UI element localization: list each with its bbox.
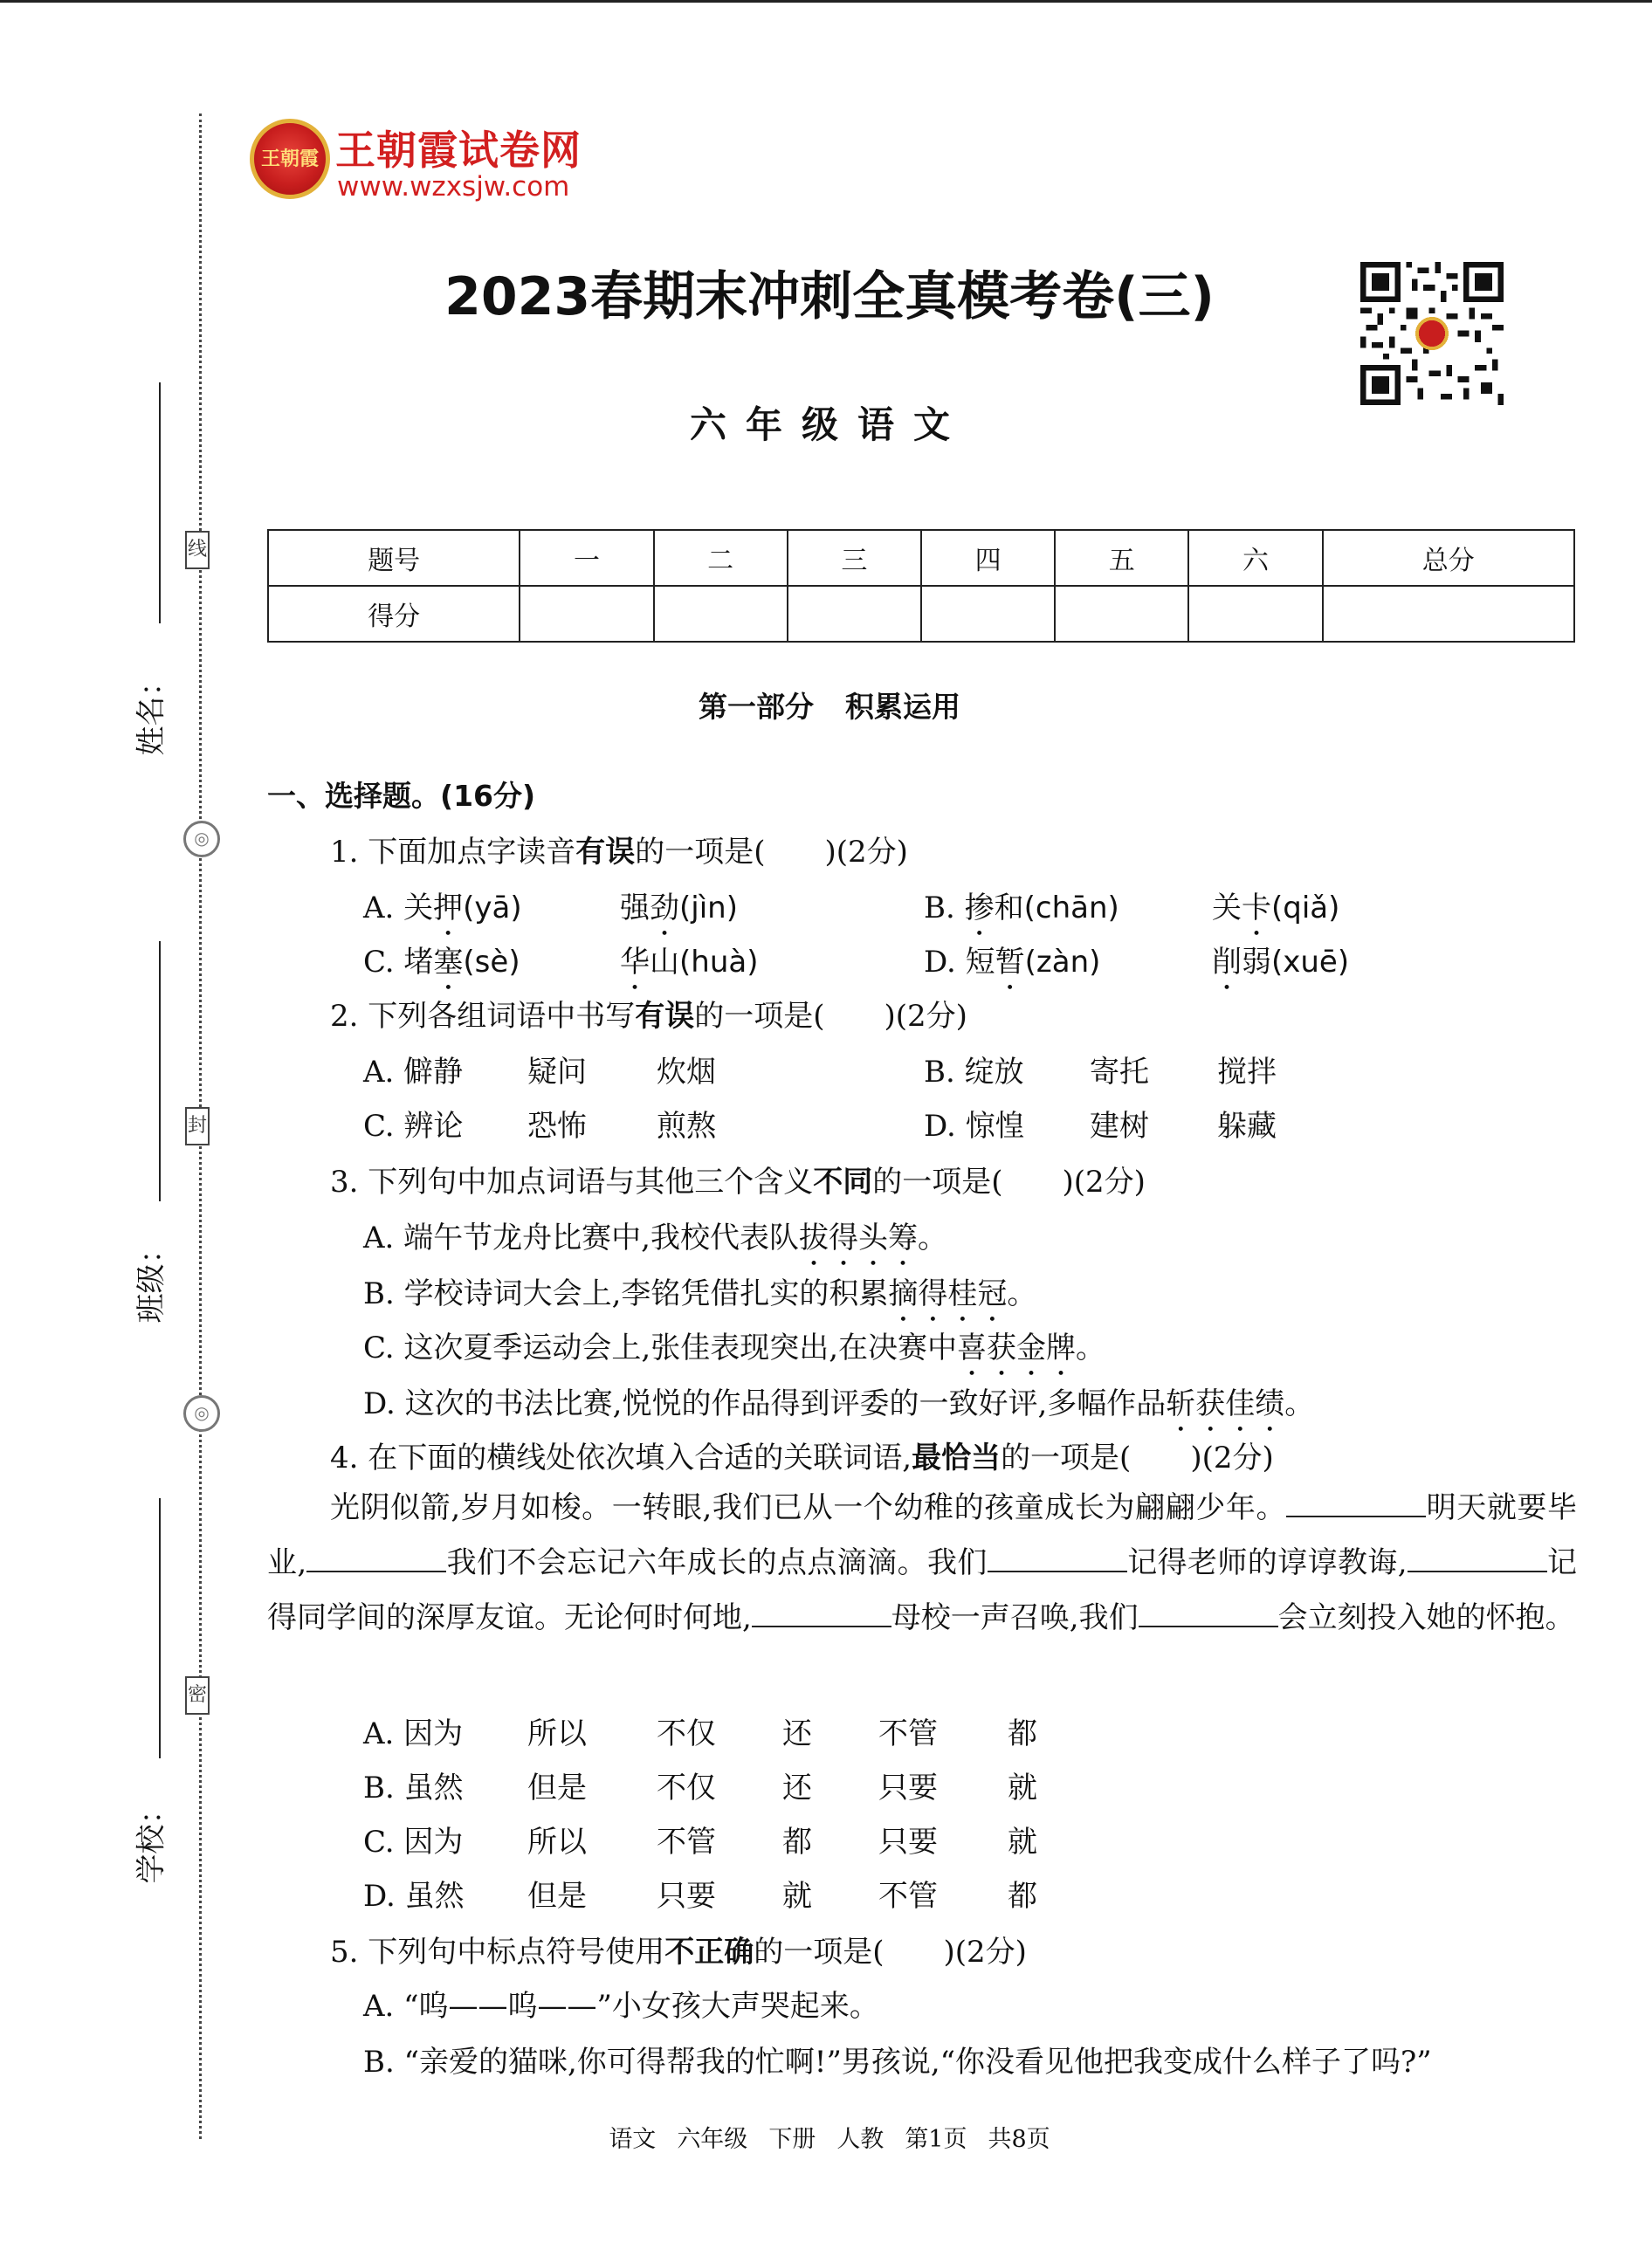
q4-stem-pre: 4. 在下面的横线处依次填入合适的关联词语, — [330, 1441, 912, 1475]
q3-option-c[interactable]: C. 这次夏季运动会上,张佳表现突出,在决赛中喜获金牌。 — [363, 1331, 1106, 1365]
class-label: 班级： — [134, 1234, 169, 1324]
q1-emphasis: 有误 — [575, 835, 636, 870]
score-cell[interactable] — [921, 586, 1055, 642]
q1-option-c2[interactable]: 华山(huà) — [620, 945, 759, 980]
q3-stem-post: 的一项是( )(2分) — [872, 1165, 1146, 1200]
q4-word: 不管 — [878, 1879, 938, 1914]
table-header-cell: 二 — [654, 530, 788, 586]
q2-stem-pre: 2. 下列各组词语中书写 — [330, 999, 636, 1034]
q2-option-c[interactable]: C. 辨论 — [363, 1109, 464, 1144]
section-title: 一、选择题。(16分) — [267, 779, 536, 813]
score-cell[interactable] — [520, 586, 653, 642]
q5-option-a[interactable]: A. “呜——呜——”小女孩大声哭起来。 — [363, 1989, 879, 2024]
logo-name: 王朝霞试卷网 — [335, 127, 582, 174]
fill-blank[interactable] — [1286, 1489, 1426, 1517]
swirl-icon: ◎ — [183, 821, 220, 857]
question-1 — [330, 828, 908, 870]
score-cell[interactable] — [1323, 586, 1574, 642]
name-write-line[interactable] — [159, 382, 161, 623]
q1-stem-pre: 1. 下面加点字读音 — [330, 835, 576, 870]
score-table-header-row — [268, 530, 1574, 586]
fill-blank[interactable] — [1139, 1599, 1278, 1627]
q4-word: 不仅 — [657, 1771, 716, 1805]
q2-stem-post: 的一项是( )(2分) — [694, 999, 967, 1034]
score-cell[interactable] — [654, 586, 788, 642]
question-3 — [330, 1158, 1146, 1200]
q4-option-b[interactable]: B. 虽然 — [363, 1771, 464, 1805]
table-header-cell: 六 — [1188, 530, 1322, 586]
q3-emphasis: 不同 — [813, 1165, 873, 1200]
q3-option-b[interactable]: B. 学校诗词大会上,李铭凭借扎实的积累摘得桂冠。 — [363, 1276, 1037, 1311]
q4-stem-post: 的一项是( )(2分) — [1001, 1441, 1274, 1475]
q2-word: 搅拌 — [1217, 1055, 1277, 1090]
logo-badge-icon: 王朝霞 — [250, 119, 330, 199]
score-cell[interactable] — [788, 586, 921, 642]
score-cell[interactable] — [1055, 586, 1188, 642]
fill-blank[interactable] — [1408, 1544, 1547, 1572]
school-label: 学校： — [134, 1794, 169, 1884]
q4-emphasis: 最恰当 — [912, 1441, 1002, 1475]
q4-word: 就 — [1008, 1771, 1037, 1805]
qr-code-icon — [1360, 262, 1504, 405]
q4-word: 只要 — [657, 1879, 716, 1914]
score-cell[interactable] — [1188, 586, 1322, 642]
table-header-cell: 四 — [921, 530, 1055, 586]
q1-option-c1[interactable]: C. 堵塞(sè) — [363, 945, 520, 980]
part-name: 积累运用 — [845, 690, 960, 724]
fill-blank[interactable] — [752, 1599, 891, 1627]
top-border — [0, 0, 1652, 3]
q4-word: 还 — [782, 1716, 812, 1751]
q5-option-b[interactable]: B. “亲爱的猫咪,你可得帮我的忙啊!”男孩说,“你没看见他把我变成什么样子了吗?” — [363, 2045, 1432, 2080]
table-header-cell: 三 — [788, 530, 921, 586]
q5-emphasis: 不正确 — [664, 1935, 754, 1970]
fill-blank[interactable] — [306, 1544, 446, 1572]
school-write-line[interactable] — [159, 1498, 161, 1758]
q4-word: 都 — [782, 1825, 812, 1860]
q4-option-c[interactable]: C. 因为 — [363, 1825, 464, 1860]
q4-option-a[interactable]: A. 因为 — [363, 1716, 464, 1751]
score-row-label: 得分 — [268, 586, 520, 642]
q2-option-a[interactable]: A. 僻静 — [363, 1055, 464, 1090]
q1-option-a2[interactable]: 强劲(jìn) — [620, 891, 738, 925]
q2-option-b[interactable]: B. 绽放 — [924, 1055, 1024, 1090]
binding-mark-secret: 密 — [185, 1676, 210, 1715]
question-4 — [330, 1434, 1274, 1476]
q1-option-d1[interactable]: D. 短暂(zàn) — [924, 945, 1101, 980]
name-label: 姓名： — [134, 666, 169, 756]
q4-word: 不仅 — [657, 1716, 716, 1751]
q4-word: 都 — [1008, 1879, 1037, 1914]
q4-word: 不管 — [657, 1825, 716, 1860]
q4-passage: 光阴似箭,岁月如梭。一转眼,我们已从一个幼稚的孩童成长为翩翩少年。 明天就要毕业, 我们不会忘记六年成长的点点滴滴。我们 记得老师的谆谆教诲, 记得同学间的深厚友谊。无论何时何地, 母校一声召唤,我们 会立刻投入她的怀抱。 — [267, 1490, 1578, 1635]
q1-option-b1[interactable]: B. 掺和(chān) — [924, 891, 1119, 925]
q4-word: 还 — [782, 1771, 812, 1805]
q4-word: 但是 — [527, 1771, 587, 1805]
q5-stem-post: 的一项是( )(2分) — [754, 1935, 1027, 1970]
q4-word: 只要 — [878, 1825, 938, 1860]
binding-mark-line: 线 — [185, 531, 210, 569]
q2-word: 疑问 — [527, 1055, 587, 1090]
q3-option-d[interactable]: D. 这次的书法比赛,悦悦的作品得到评委的一致好评,多幅作品斩获佳绩。 — [363, 1386, 1315, 1421]
q2-word: 建树 — [1090, 1109, 1149, 1144]
score-table — [267, 529, 1575, 643]
q4-option-d[interactable]: D. 虽然 — [363, 1879, 465, 1914]
q4-word: 所以 — [527, 1825, 587, 1860]
question-2 — [330, 992, 967, 1035]
part-label: 第一部分 — [699, 690, 814, 724]
question-5 — [330, 1928, 1027, 1970]
logo-url: www.wzxsjw.com — [337, 171, 570, 203]
q2-word: 煎熬 — [657, 1109, 716, 1144]
exam-subtitle: 六年级语文 — [689, 403, 969, 446]
q4-word: 就 — [782, 1879, 812, 1914]
q4-word: 只要 — [878, 1771, 938, 1805]
table-header-cell: 总分 — [1323, 530, 1574, 586]
q3-stem-pre: 3. 下列句中加点词语与其他三个含义 — [330, 1165, 814, 1200]
q4-word: 都 — [1008, 1716, 1037, 1751]
table-header-cell: 题号 — [268, 530, 520, 586]
q2-option-d[interactable]: D. 惊惶 — [924, 1109, 1025, 1144]
swirl-icon: ◎ — [183, 1395, 220, 1432]
q1-option-b2[interactable]: 关卡(qiǎ) — [1212, 891, 1340, 925]
q3-option-a[interactable]: A. 端午节龙舟比赛中,我校代表队拔得头筹。 — [363, 1221, 947, 1255]
score-table-score-row — [268, 586, 1574, 642]
q4-word: 就 — [1008, 1825, 1037, 1860]
class-write-line[interactable] — [159, 941, 161, 1201]
q2-word: 寄托 — [1090, 1055, 1149, 1090]
q4-word: 但是 — [527, 1879, 587, 1914]
fill-blank[interactable] — [988, 1544, 1127, 1572]
q2-word: 恐怖 — [527, 1109, 587, 1144]
exam-title: 2023春期末冲刺全真模考卷(三) — [444, 266, 1215, 327]
page-footer: 语文 六年级 下册 人教 第1页 共8页 — [609, 2126, 1050, 2153]
table-header-cell: 五 — [1055, 530, 1188, 586]
q5-stem-pre: 5. 下列句中标点符号使用 — [330, 1935, 665, 1970]
q2-word: 躲藏 — [1217, 1109, 1277, 1144]
q1-option-a1[interactable]: A. 关押(yā) — [363, 891, 522, 925]
q4-word: 所以 — [527, 1716, 587, 1751]
q1-stem-post: 的一项是( )(2分) — [635, 835, 908, 870]
q4-word: 不管 — [878, 1716, 938, 1751]
table-header-cell: 一 — [520, 530, 653, 586]
binding-mark-seal: 封 — [185, 1107, 210, 1145]
q2-emphasis: 有误 — [635, 999, 695, 1034]
q1-option-d2[interactable]: 削弱(xuē) — [1212, 945, 1350, 980]
part-heading — [262, 684, 1397, 726]
q2-word: 炊烟 — [657, 1055, 716, 1090]
